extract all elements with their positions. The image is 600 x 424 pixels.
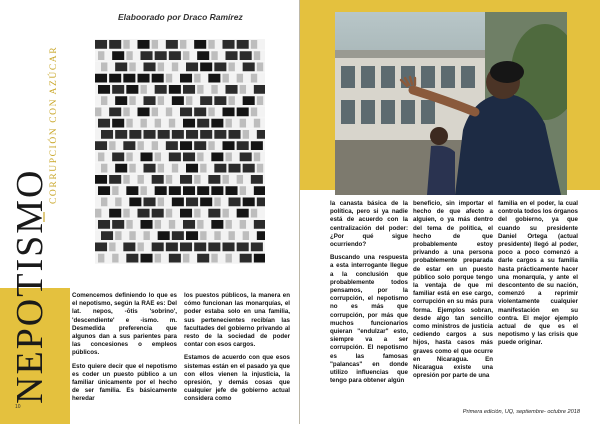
author-byline: Elaboorado por Draco Ramírez — [118, 12, 243, 22]
subtitle-text: CORRUPCIÓN CON AZÚCAR — [49, 45, 59, 204]
paragraph: beneficio, sin importar el hecho de que afecto a alguien, o ya más dentro del tema de política, el hecho de que probablemente estoy privando a una persona probablemente preparada de estar en un puesto público solo porque tengo la ventaja de que mi familiar está en ese cargo, corrupción en su más pura forma. Ejemplos sobran, desde algo tan sencillo como ministros de justicia cediendo cargos a sus hijos, hasta casos más graves como el que ocurre en Nicaragua. En Nicaragua existe una opresión por parte de una — [413, 200, 493, 380]
paragraph: la canasta básica de la política, pero si ya nadie está de acuerdo con la centralización del poder: ¿Por qué sigue ocurriendo? — [330, 200, 408, 249]
right-page — [300, 0, 600, 424]
footer-edition: Primera edición, UQ, septiembre- octubre 2018 — [462, 409, 580, 415]
paragraph: Esto quiere decir que el nepotismo es coder un puesto público a un familiar únicamente por el hecho de ser familia. Es básicamente heredar — [72, 362, 177, 403]
main-title: NEPOTISMO — [9, 168, 51, 404]
page-number: 10 — [15, 404, 21, 410]
column-right-3 — [498, 200, 578, 353]
paragraph: los puestos públicos, la manera en cómo funcionan las monarquías, el poder estaba solo en una familia, sus pertenecientes recibían las facultades del gobierno privando al resto de la sociedad de poder contar con esos cargos. — [184, 292, 290, 349]
column-left-1 — [72, 292, 177, 409]
paragraph: Buscando una respuesta a esta interrogante llegue a la conclusión que probablemente todos pensamos, por la corrupción, el nepotismo no es más que corrupción, por más que muchos funcionarios quieran "endulzar" esto, siempre va a ser corrupción. El nepotismo es las famosas "palancas" en donde utilizo influencias que tengo para obtener algún — [330, 254, 408, 385]
left-page — [0, 0, 299, 424]
people-photo — [335, 12, 567, 195]
column-right-1 — [330, 200, 408, 390]
paragraph: Estamos de acuerdo con que esos sistemas están en el pasado ya que con ellos vienen la injusticia, la opresión, y demás cosas que cualquier jefe de gobierno actual considera como — [184, 354, 290, 403]
column-left-2 — [184, 292, 290, 409]
building-photo — [95, 39, 265, 264]
column-right-2 — [413, 200, 493, 385]
vertical-title — [4, 4, 59, 404]
paragraph: Comencemos definiendo lo que es el nepotismo, según la RAE es: Del lat. nepos, -ōtis 'sobrino', 'descendiente' e -ismo. m. Desmedida preferencia que algunos dan a sus parientes para las concesiones o empleos públicos. — [72, 292, 177, 357]
paragraph: familia en el poder, la cual controla todos los órganos del gobierno, ya que cuando su presidente Daniel Ortega (actual presidente) llegó al poder, poco a poco comenzó a darle cargos a su familia hasta prácticamente hacer una monarquía, y ante el descontento de su nación, comenzó a reprimir violentamente cualquier manifestación en su contra. El mejor ejemplo actual de que es el nepotismo y las crisis que puede originar. — [498, 200, 578, 347]
